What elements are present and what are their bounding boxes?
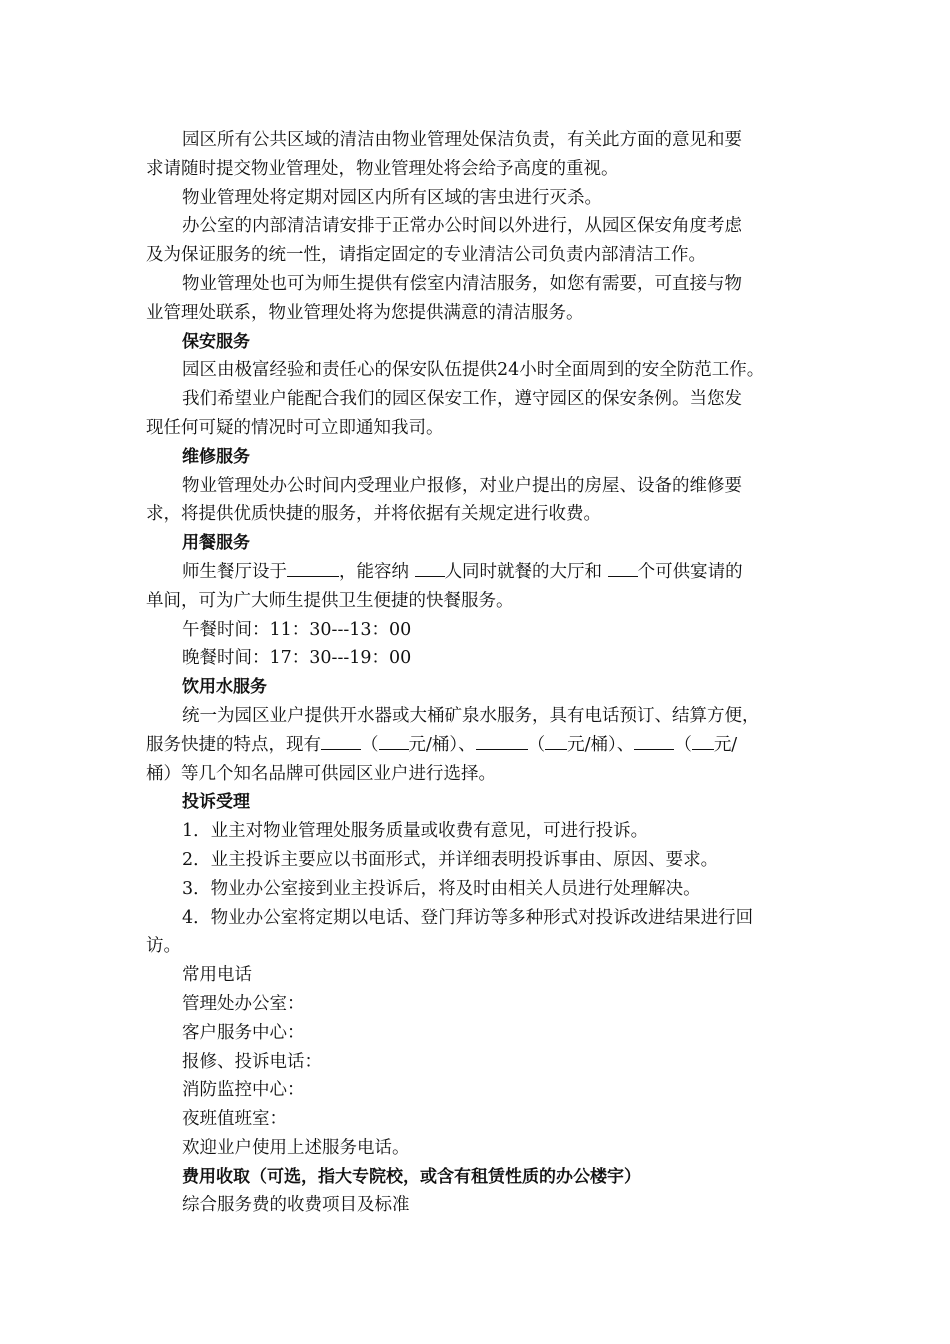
text-segment: 师生餐厅设于	[182, 561, 287, 582]
security-paragraph-2	[146, 385, 826, 443]
dining-heading: 用餐服务	[182, 533, 250, 554]
fill-blank	[415, 558, 445, 577]
complaint-item-1: 1．业主对物业管理处服务质量或收费有意见，可进行投诉。	[182, 821, 649, 842]
text-segment: 元/桶）、	[408, 734, 476, 755]
text-line: 物业管理处办公时间内受理业户报修，对业户提出的房屋、设备的维修要	[182, 475, 742, 496]
text-segment: 元/	[713, 734, 738, 755]
security-heading: 保安服务	[182, 331, 250, 352]
phones-welcome: 欢迎业户使用上述服务电话。	[182, 1137, 410, 1158]
text-segment: ，能容纳	[339, 561, 415, 582]
text-segment: 服务快捷的特点，现有	[146, 734, 321, 755]
fill-blank	[321, 731, 361, 750]
phone-night-duty: 夜班值班室：	[182, 1109, 287, 1130]
fill-blank	[287, 558, 339, 577]
text-line: 办公室的内部清洁请安排于正常办公时间以外进行，从园区保安角度考虑	[182, 216, 742, 237]
text-line: 单间，可为广大师生提供卫生便捷的快餐服务。	[146, 590, 514, 611]
dinner-time: 晚餐时间：17：30---19：00	[182, 648, 412, 669]
cleaning-paragraph-2: 物业管理处将定期对园区内所有区域的害虫进行灭杀。	[182, 187, 602, 208]
fill-blank	[379, 731, 409, 750]
text-line: 园区所有公共区域的清洁由物业管理处保洁负责，有关此方面的意见和要	[182, 130, 742, 150]
fill-blank	[692, 731, 714, 750]
complaint-item-2: 2．业主投诉主要应以书面形式，并详细表明投诉事由、原因、要求。	[182, 849, 719, 870]
complaint-item-3: 3．物业办公室接到业主投诉后，将及时由相关人员进行处理解决。	[182, 878, 701, 899]
phone-fire-monitor: 消防监控中心：	[182, 1080, 305, 1101]
cleaning-paragraph-1	[146, 126, 826, 184]
fees-paragraph-1: 综合服务费的收费项目及标准	[182, 1195, 410, 1216]
text-line: 现任何可疑的情况时可立即通知我司。	[146, 417, 444, 438]
text-line: 物业管理处也可为师生提供有偿室内清洁服务，如您有需要，可直接与物	[182, 273, 742, 294]
phone-office: 管理处办公室：	[182, 993, 305, 1014]
fill-blank	[608, 558, 638, 577]
water-heading: 饮用水服务	[182, 677, 267, 698]
lunch-time: 午餐时间：11：30---13：00	[182, 619, 412, 640]
text-segment: 人同时就餐的大厅和	[444, 561, 608, 582]
phone-service-center: 客户服务中心：	[182, 1022, 305, 1043]
fill-blank	[545, 731, 567, 750]
text-line: 求请随时提交物业管理处，物业管理处将会给予高度的重视。	[146, 158, 619, 179]
text-segment: 个可供宴请的	[637, 561, 743, 582]
text-segment: （	[527, 734, 546, 755]
text-line: 访。	[146, 936, 181, 957]
complaint-item-4	[146, 904, 826, 962]
text-line: 桶）等几个知名品牌可供园区业户进行选择。	[146, 763, 496, 784]
dining-paragraph-1	[146, 558, 826, 616]
security-paragraph-1: 园区由极富经验和责任心的保安队伍提供24小时全面周到的安全防范工作。	[182, 360, 765, 381]
fill-blank	[634, 731, 674, 750]
cleaning-paragraph-3	[146, 212, 826, 270]
fill-blank	[476, 731, 528, 750]
repair-paragraph-1	[146, 472, 826, 530]
text-line: 业管理处联系，物业管理处将为您提供满意的清洁服务。	[146, 302, 584, 323]
text-line: 我们希望业户能配合我们的园区保安工作，遵守园区的保安条例。当您发	[182, 389, 742, 410]
cleaning-paragraph-4	[146, 270, 826, 328]
text-line: 统一为园区业户提供开水器或大桶矿泉水服务，具有电话预订、结算方便，	[182, 705, 760, 726]
text-segment: 元/桶）、	[567, 734, 635, 755]
fees-heading: 费用收取（可选，指大专院校，或含有租赁性质的办公楼宇）	[182, 1166, 641, 1187]
text-line	[146, 731, 826, 760]
phones-title: 常用电话	[182, 965, 252, 986]
document-page	[146, 126, 826, 1220]
repair-heading: 维修服务	[182, 446, 250, 467]
text-line: 求，将提供优质快捷的服务，并将依据有关规定进行收费。	[146, 504, 601, 525]
text-segment: （	[361, 734, 379, 755]
water-paragraph-1	[146, 702, 826, 788]
text-line: 4．物业办公室将定期以电话、登门拜访等多种形式对投诉改进结果进行回	[182, 907, 754, 928]
complaints-heading: 投诉受理	[182, 792, 250, 813]
text-segment: （	[674, 734, 692, 755]
text-line	[146, 558, 826, 587]
text-line: 及为保证服务的统一性，请指定固定的专业清洁公司负责内部清洁工作。	[146, 245, 706, 266]
phone-repair-complaint: 报修、投诉电话：	[182, 1051, 322, 1072]
